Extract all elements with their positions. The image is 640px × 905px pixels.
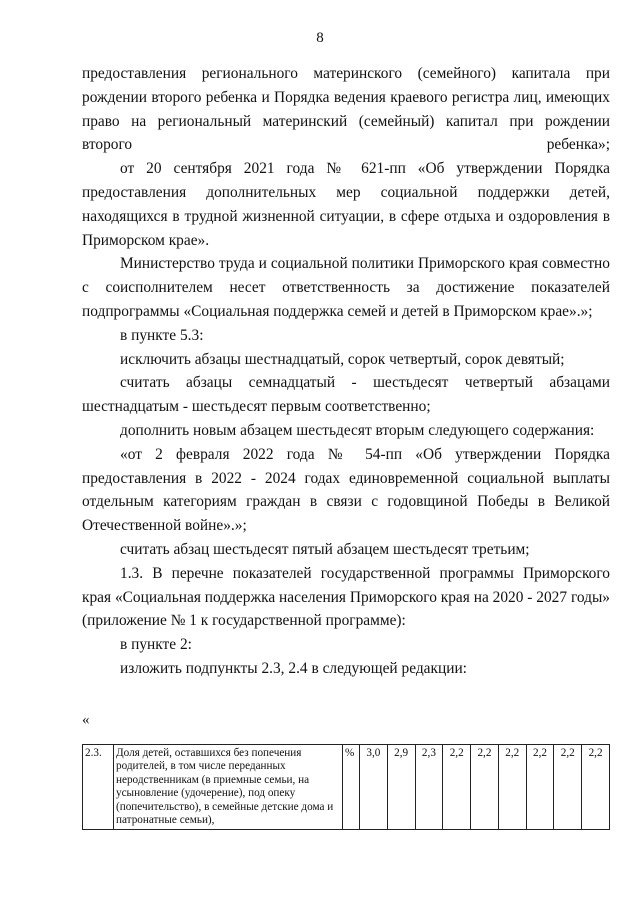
- value-cell: 3,0: [360, 745, 388, 830]
- paragraph-add-new-abzac: дополнить новым абзацем шестьдесят вторым следующего содержания:: [120, 421, 595, 439]
- paragraph-renumber-65: считать абзац шестьдесят пятый абзацем шестьдесят третьим;: [120, 540, 530, 558]
- paragraph-new-edition: изложить подпункты 2.3, 2.4 в следующей редакции:: [120, 659, 467, 677]
- value-cell: 2,2: [443, 745, 471, 830]
- paragraph-capital-order: предоставления регионального материнского (семейного) капитала при рождении второго ребенка и Порядка ведения краевого регистра лиц, имеющих право на региональный материнский (семейный) капитал при рождении второго ребенка»;: [82, 65, 610, 154]
- paragraph-clause-5-3: в пункте 5.3:: [120, 326, 204, 344]
- paragraph-clause-2: в пункте 2:: [120, 636, 192, 654]
- indicator-name-cell: Доля детей, оставшихся без попечения родителей, в том числе переданных неродственникам (в приемные семьи, на усыновление (удочерение), под опеку (попечительство), в семейные детские дома и патронатные семьи),: [114, 745, 343, 830]
- page-number: 8: [316, 30, 324, 46]
- paragraph-ministry-responsibility: Министерство труда и социальной политики Приморского края совместно с соисполнителем несет ответственность за достижение показателей подпрограммы «Социальная поддержка семей и детей в Приморском крае».»;: [82, 255, 610, 320]
- paragraph-decree-621: от 20 сентября 2021 года № 621-пп «Об утверждении Порядка предоставления дополнительных мер социальной поддержки детей, находящихся в трудной жизненной ситуации, в сфере отдыха и оздоровления в Приморском крае».: [82, 160, 610, 249]
- value-cell: 2,2: [471, 745, 499, 830]
- opening-quote-mark: «: [82, 712, 90, 728]
- value-cell: 2,2: [498, 745, 526, 830]
- value-cell: 2,2: [582, 745, 610, 830]
- table-row: [83, 745, 610, 830]
- value-cell: 2,3: [415, 745, 443, 830]
- value-cell: 2,2: [526, 745, 554, 830]
- row-number-cell: 2.3.: [83, 745, 114, 830]
- indicators-table: [82, 744, 610, 830]
- paragraph-section-1-3: 1.3. В перечне показателей государственной программы Приморского края «Социальная поддержка населения Приморского края на 2020 - 2027 годы» (приложение № 1 к государственной программе):: [82, 564, 610, 630]
- unit-cell: %: [343, 745, 360, 830]
- value-cell: 2,2: [554, 745, 582, 830]
- paragraph-exclude-abzacy: исключить абзацы шестнадцатый, сорок четвертый, сорок девятый;: [120, 350, 565, 368]
- value-cell: 2,9: [387, 745, 415, 830]
- paragraph-renumber-abzacy: считать абзацы семнадцатый - шестьдесят четвертый абзацами шестнадцатым - шестьдесят первым соответственно;: [82, 374, 610, 416]
- paragraph-decree-54: «от 2 февраля 2022 года № 54-пп «Об утверждении Порядка предоставления в 2022 - 2024 годах единовременной социальной выплаты отдельным категориям граждан в связи с годовщиной Победы в Великой Отечественной войне».»;: [82, 445, 610, 535]
- document-body: [82, 62, 610, 681]
